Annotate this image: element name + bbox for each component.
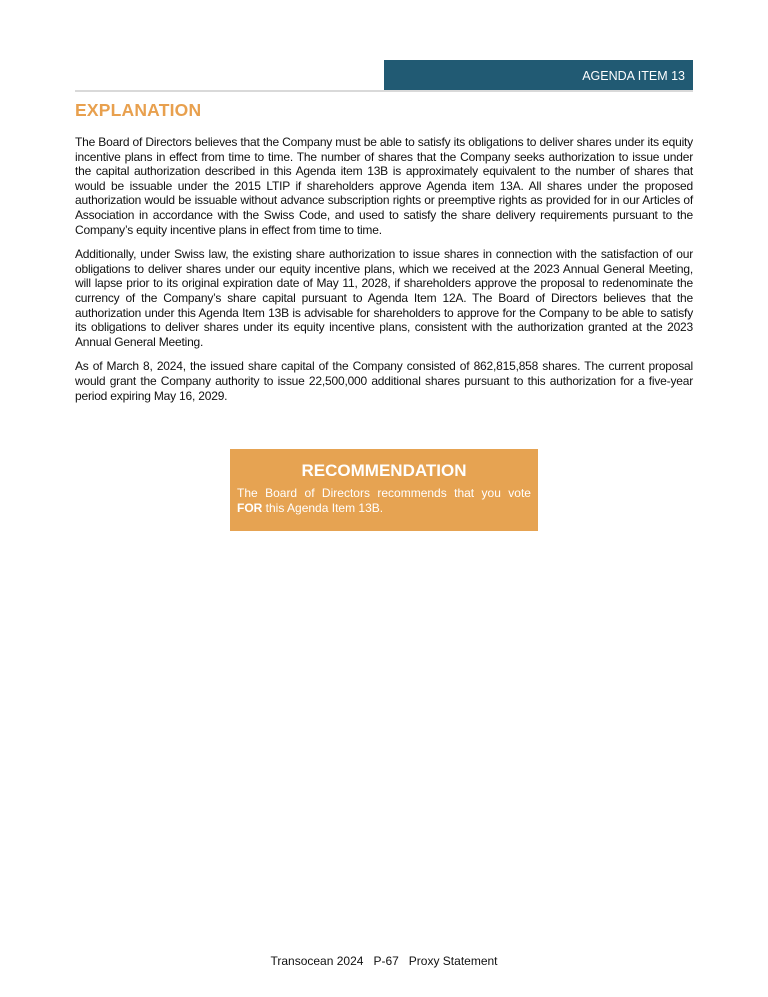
header-divider: [75, 90, 693, 92]
recommendation-text: [237, 486, 535, 515]
section-header-bar: [384, 60, 693, 90]
page-footer: [0, 954, 768, 968]
paragraph: Additionally, under Swiss law, the existing share authorization to issue shares in connection with the satisfaction of our obligations to deliver shares under our equity incentive plans, which we received at the 2023 Annual General Meeting, will lapse prior to its original expiration date of May 11, 2028, if shareholders approve the proposal to redenominate the currency of the Company’s share capital pursuant to Agenda Item 12A. The Board of Directors believes that the authorization under this Agenda Item 13B is advisable for shareholders to approve for the Company to be able to satisfy its obligations to deliver shares under its equity incentive plans, consistent with the authorization granted at the 2023 Annual General Meeting.: [75, 247, 693, 349]
recommendation-title: RECOMMENDATION: [301, 461, 467, 480]
recommendation-box: [230, 449, 538, 531]
recommendation-text-end: this Agenda Item 13B.: [262, 500, 384, 515]
footer-page-number: P-67: [373, 954, 399, 968]
body-text: [75, 135, 693, 413]
paragraph: The Board of Directors believes that the Company must be able to satisfy its obligations to deliver shares under its equity incentive plans in effect from time to time. The number of shares that the Company seeks authorization to issue under the capital authorization described in this Agenda item 13B is approximately equivalent to the number of shares that would be issuable under the 2015 LTIP if shareholders approve Agenda item 13A. All shares under the proposed authorization would be issuable without advance subscription rights or preemptive rights as provided for in our Articles of Association in accordance with the Swiss Code, and used to satisfy the share delivery requirements pursuant to the Company’s equity incentive plans in effect from time to time.: [75, 135, 693, 237]
footer-doc-title: Proxy Statement: [408, 954, 498, 968]
recommendation-emphasis: FOR: [237, 500, 263, 515]
section-label: AGENDA ITEM 13: [582, 69, 685, 83]
paragraph: As of March 8, 2024, the issued share capital of the Company consisted of 862,815,858 shares. The current proposal would grant the Company authority to issue 22,500,000 additional shares pursuant to this authorization for a five-year period expiring May 16, 2029.: [75, 359, 693, 403]
recommendation-text-start: The Board of Directors recommends that you vote: [237, 486, 535, 500]
section-heading: EXPLANATION: [75, 100, 202, 120]
footer-company: Transocean 2024: [270, 954, 364, 968]
